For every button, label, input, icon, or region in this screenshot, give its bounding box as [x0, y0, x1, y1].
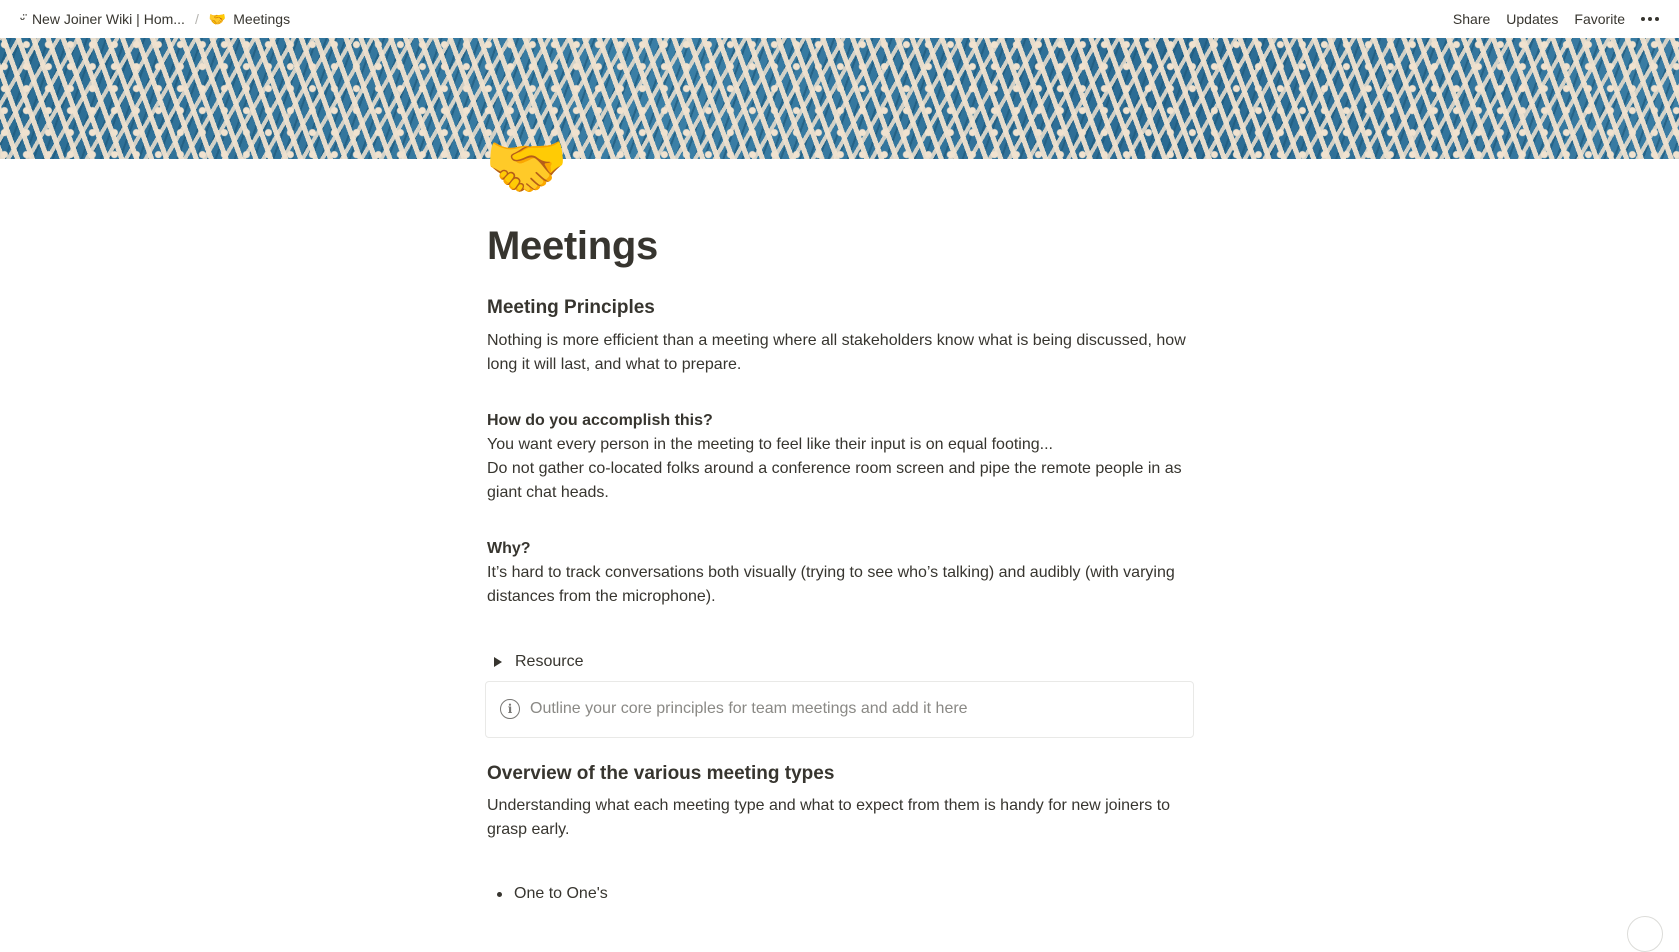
breadcrumb-item-meetings[interactable] — [203, 9, 296, 30]
updates-button[interactable]: Updates — [1506, 11, 1559, 27]
principles-intro: Nothing is more efficient than a meeting where all stakeholders know what is being discussed, how long it will last, and what to prepare. — [487, 331, 1186, 373]
why-heading: Why? — [487, 539, 531, 557]
wiki-face-icon: ᵕ̈ — [20, 12, 25, 26]
breadcrumb-item-wiki-home[interactable] — [14, 9, 191, 29]
breadcrumb-separator: / — [194, 11, 199, 27]
bullet-icon — [497, 892, 502, 897]
meeting-types-list — [487, 882, 1195, 906]
page-icon-handshake[interactable]: 🤝 — [484, 129, 569, 205]
help-button[interactable] — [1627, 916, 1663, 952]
page-title[interactable]: Meetings — [487, 224, 658, 268]
heading-meeting-principles: Meeting Principles — [487, 297, 655, 318]
topbar-actions — [1445, 8, 1667, 30]
breadcrumb-label: New Joiner Wiki | Hom... — [31, 11, 185, 27]
share-button[interactable]: Share — [1452, 11, 1491, 27]
callout-block[interactable] — [485, 681, 1194, 738]
overview-intro: Understanding what each meeting type and what to expect from them is handy for new joiners to grasp early. — [487, 797, 1171, 839]
page-content — [487, 222, 1195, 906]
breadcrumb-label: Meetings — [233, 11, 291, 27]
handshake-icon: 🤝 — [208, 10, 227, 27]
heading-overview-meeting-types: Overview of the various meeting types — [487, 762, 835, 784]
list-item — [487, 882, 1195, 906]
how-heading: How do you accomplish this? — [487, 411, 713, 429]
triangle-right-icon[interactable] — [494, 657, 502, 667]
breadcrumb — [14, 9, 296, 30]
cover-image[interactable] — [0, 38, 1679, 159]
callout-text: Outline your core principles for team meetings and add it here — [530, 700, 968, 718]
toggle-resource[interactable] — [487, 649, 1195, 675]
toggle-label: Resource — [515, 652, 584, 670]
more-options-icon[interactable] — [1633, 9, 1667, 29]
how-line-2: Do not gather co-located folks around a conference room screen and pipe the remote people in as giant chat heads. — [487, 459, 1182, 501]
list-item-label: One to One's — [514, 885, 608, 903]
how-line-1: You want every person in the meeting to feel like their input is on equal footing... — [487, 435, 1053, 453]
info-icon: i — [500, 699, 520, 719]
top-bar — [0, 0, 1679, 38]
favorite-button[interactable]: Favorite — [1574, 11, 1625, 27]
why-text: It’s hard to track conversations both visually (trying to see who’s talking) and audibly (with varying distances from the microphone). — [487, 563, 1175, 605]
